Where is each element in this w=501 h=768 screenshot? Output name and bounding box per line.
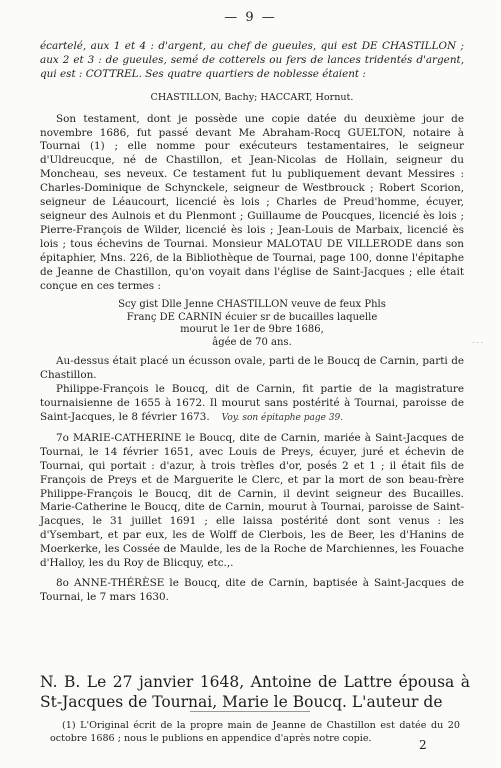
footnote-divider bbox=[190, 711, 310, 712]
paragraph-marie-catherine: 7o MARIE-CATHERINE le Boucq, dite de Carnin, mariée à Saint-Jacques de Tournai, le 14 février 1651, avec Louis de Preys, écuyer, juré et échevin de Tournai, qui portait : d'azur, à trois trèfles d'or, posés 2 et 1 ; il était fils de François de Preys et de Marguerite le Clerc, et par la mort de son beau-frère Philippe-François le Boucq, dit de Carnin, il devint seigneur des Bucailles. Marie-Catherine le Boucq, dite de Carnin, mourut à Tournai, paroisse de Saint-Jacques, le 31 juillet 1691 ; elle laissa postérité dont sont venus : les d'Ysembart, et par eux, les de Wolff de Clerbois, les de Beer, les d'Hanins de Moerkerke, les Cossée de Maulde, les de la Roche de Marchiennes, les Fouache d'Halloy, les du Roy de Blicquy, etc.,. bbox=[40, 431, 464, 570]
page-number: — 9 — bbox=[224, 10, 277, 25]
epitaph-line-3: mourut le 1er de 9bre 1686, bbox=[180, 324, 324, 336]
paragraph-philippe-francois bbox=[40, 383, 464, 426]
paragraph-escutcheon: Au-dessus était placé un écusson ovale, parti de le Boucq de Carnin, parti de Chastillon. bbox=[40, 355, 464, 382]
paragraph-testament: Son testament, dont je possède une copie datée du deuxième jour de novembre 1686, fut passé devant Me Abraham-Rocq GUELTON, notaire à Tournai (1) ; elle nomme pour exécuteurs testamentaires, le seigneur d'Uldreucque, né de Chastillon, et Jean-Nicolas de Hollain, seigneur du Moncheau, ses neveux. Ce testament fut lu publiquement devant Messires : Charles-Dominique de Schynckele, seigneur de Westbrouck ; Robert Scorion, seigneur de Léaucourt, licencié ès lois ; Charles de Preud'homme, écuyer, seigneur des Aulnois et du Plenmont ; Guillaume de Poucques, licencié ès lois ; Pierre-François de Wilder, licencié ès lois ; Jean-Louis de Marbaix, licencié ès lois ; tous échevins de Tournai. Monsieur MALOTAU DE VILLERODE dans son épitaphier, Mns. 226, de la Bibliothèque de Tournai, page 100, donne l'épitaphe de Jeanne de Chastillon, qu'on voyait dans l'église de Saint-Jacques ; elle était conçue en ces termes : bbox=[40, 112, 464, 292]
footnote: (1) L'Original écrit de la propre main de Jeanne de Chastillon est datée du 20 octobre 1686 ; nous le publions en appendice d'après notre copie. bbox=[50, 720, 460, 744]
margin-mark: · · · bbox=[472, 339, 484, 347]
nota-bene: N. B. Le 27 janvier 1648, Antoine de Lattre épousa à St-Jacques de Tournai, Marie le Boucq. L'auteur de bbox=[40, 673, 470, 711]
paragraph-anne-therese: 8o ANNE-THÉRÈSE le Boucq, dite de Carnin, baptisée à Saint-Jacques de Tournai, le 7 mars 1630. bbox=[40, 577, 464, 603]
epitaph-line-1: Scy gist Dlle Jenne CHASTILLON veuve de feux Phls bbox=[118, 299, 386, 311]
epitaph-line-4: âgée de 70 ans. bbox=[212, 336, 292, 348]
epitaph-block bbox=[40, 299, 464, 349]
main-text bbox=[40, 40, 464, 605]
quarters-of-nobility: CHASTILLON, Bachy; HACCART, Hornut. bbox=[150, 91, 354, 103]
epitaph-line-2: Franç DE CARNIN écuier sr de bucailles laquelle bbox=[126, 311, 378, 323]
philippe-francois-text: Philippe-François le Boucq, dit de Carnin, fit partie de la magistrature tournaisienne de 1655 à 1672. Il mourut sans postérité à Tournai, paroisse de Saint-Jacques, le 8 février 1673. bbox=[40, 383, 464, 424]
signature-mark: 2 bbox=[419, 738, 427, 752]
paragraph-arms: écartelé, aux 1 et 4 : d'argent, au chef de gueules, qui est DE CHASTILLON ; aux 2 et 3 : de gueules, semé de cotterels ou fers de lances tridentés d'argent, qui est : COTTREL. Ses quatre quartiers de noblesse étaient : bbox=[40, 40, 464, 80]
handwritten-note: Voy. son épitaphe page 39. bbox=[221, 413, 344, 424]
